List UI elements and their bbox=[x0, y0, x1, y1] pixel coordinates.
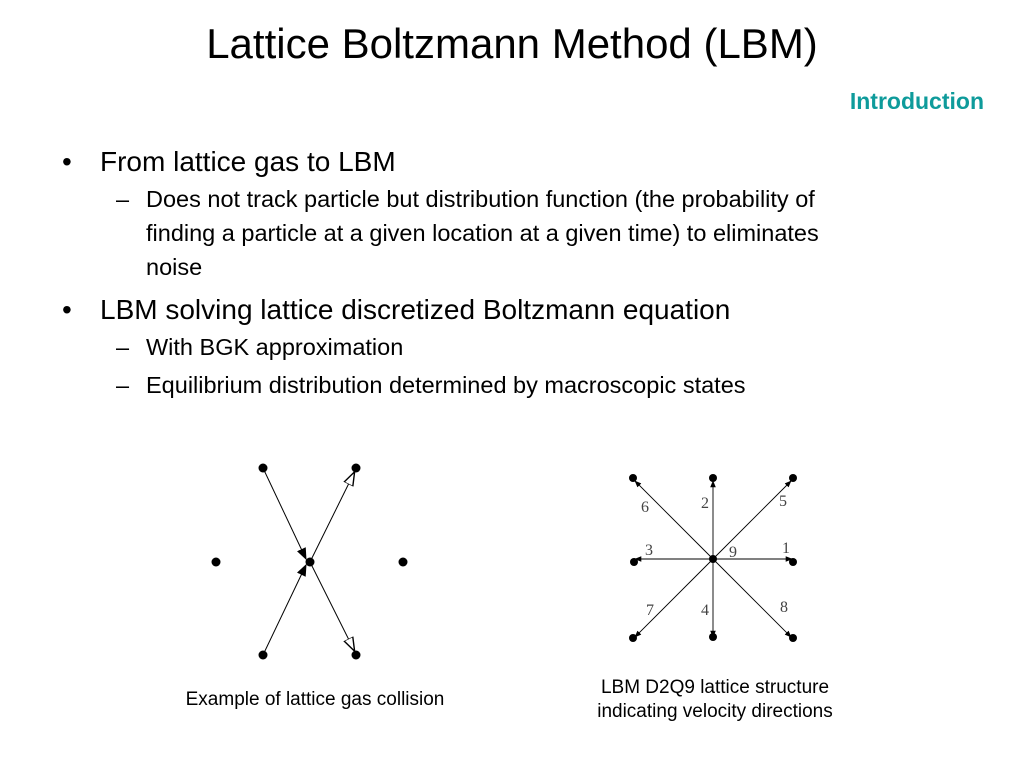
incoming-path-upper bbox=[263, 468, 306, 559]
bullet-marker: • bbox=[62, 146, 72, 177]
d2q9-caption-line2: indicating velocity directions bbox=[597, 701, 833, 722]
direction-label-7: 7 bbox=[646, 602, 654, 619]
direction-label-6: 6 bbox=[641, 499, 649, 516]
lattice-node bbox=[352, 651, 361, 660]
lattice-node bbox=[629, 634, 637, 642]
sub-bullet-item bbox=[58, 368, 866, 402]
bullet-item bbox=[58, 292, 958, 328]
sub-bullet-text: Equilibrium distribution determined by macroscopic states bbox=[146, 372, 746, 398]
slide-title: Lattice Boltzmann Method (LBM) bbox=[206, 20, 818, 67]
direction-label-5: 5 bbox=[779, 493, 787, 510]
bullet-text: LBM solving lattice discretized Boltzmann equation bbox=[100, 294, 731, 325]
direction-label-3: 3 bbox=[645, 542, 653, 559]
velocity-8 bbox=[713, 559, 791, 637]
direction-label-1: 1 bbox=[782, 540, 790, 557]
dash-marker: – bbox=[116, 372, 130, 398]
dash-marker: – bbox=[116, 186, 130, 212]
collision-caption: Example of lattice gas collision bbox=[185, 689, 445, 710]
outgoing-path-upper bbox=[310, 473, 354, 562]
d2q9-caption-line1: LBM D2Q9 lattice structure bbox=[600, 677, 830, 698]
lattice-node-center bbox=[306, 558, 315, 567]
direction-label-9: 9 bbox=[729, 544, 737, 561]
lattice-node bbox=[630, 558, 638, 566]
lattice-node bbox=[212, 558, 221, 567]
d2q9-diagram bbox=[610, 465, 820, 655]
lattice-node bbox=[259, 464, 268, 473]
lattice-node bbox=[709, 474, 717, 482]
incoming-path-lower bbox=[263, 565, 306, 655]
direction-label-4: 4 bbox=[701, 602, 709, 619]
lattice-node bbox=[789, 558, 797, 566]
lattice-node bbox=[352, 464, 361, 473]
sub-bullet-text: With BGK approximation bbox=[146, 334, 404, 360]
sub-bullet-item bbox=[58, 330, 866, 364]
bullet-marker: • bbox=[62, 294, 72, 325]
lattice-node bbox=[709, 555, 717, 563]
lattice-node bbox=[789, 634, 797, 642]
outgoing-path-lower bbox=[310, 562, 354, 650]
lattice-node bbox=[259, 651, 268, 660]
bullet-item bbox=[58, 144, 958, 180]
direction-label-2: 2 bbox=[701, 495, 709, 512]
collision-diagram bbox=[200, 455, 420, 670]
bullet-text: From lattice gas to LBM bbox=[100, 146, 396, 177]
lattice-node bbox=[789, 474, 797, 482]
velocity-7 bbox=[635, 559, 713, 637]
section-label: Introduction bbox=[849, 88, 984, 114]
sub-bullet-item bbox=[58, 182, 866, 284]
d2q9-caption bbox=[560, 676, 870, 724]
lattice-node bbox=[629, 474, 637, 482]
sub-bullet-text: Does not track particle but distribution function (the probability of finding a particle at a given location at a given time) to eliminates noise bbox=[146, 186, 819, 280]
lattice-node bbox=[399, 558, 408, 567]
bullet-list bbox=[58, 144, 958, 410]
lattice-node bbox=[709, 633, 717, 641]
dash-marker: – bbox=[116, 334, 130, 360]
direction-label-8: 8 bbox=[780, 599, 788, 616]
